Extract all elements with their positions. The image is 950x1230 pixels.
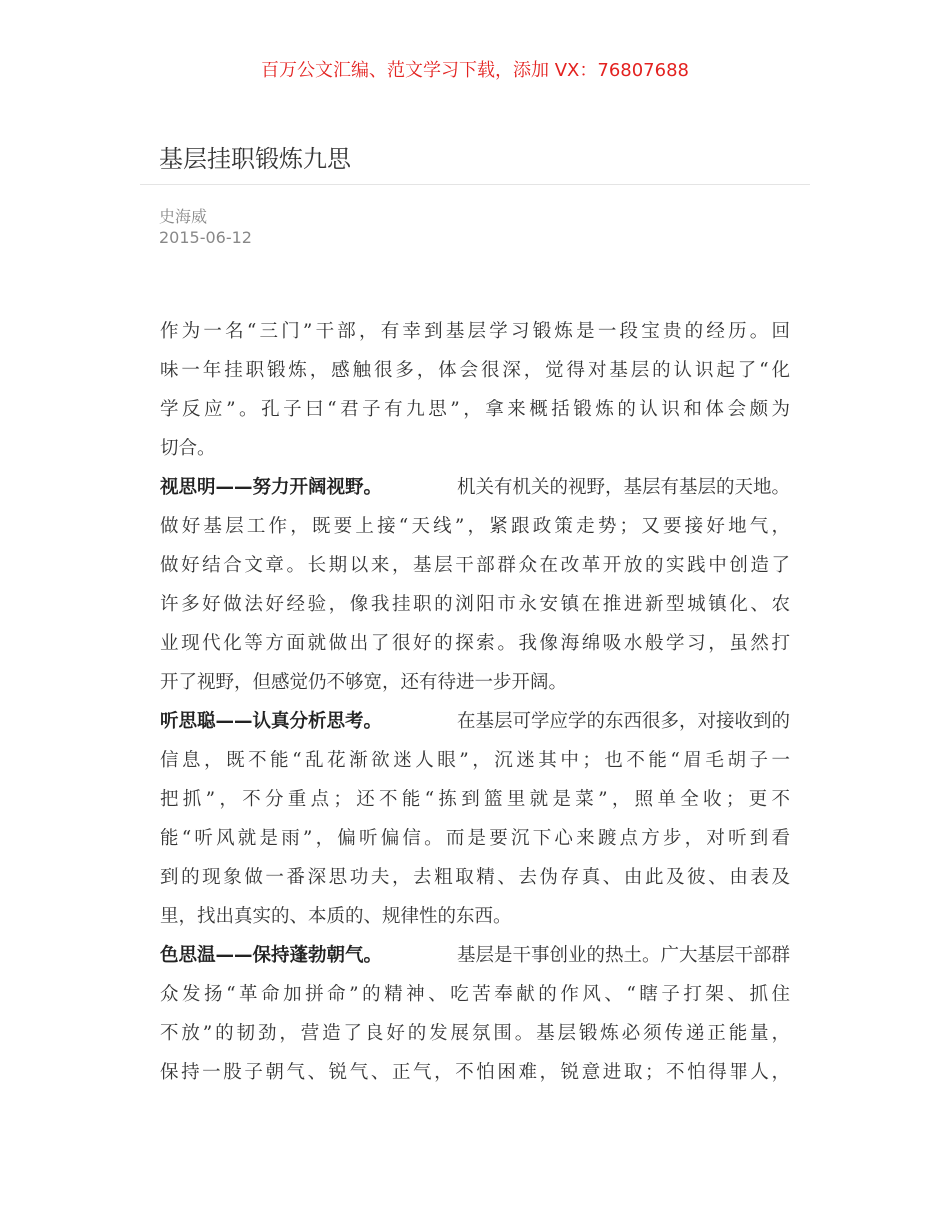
paragraph-line [160,975,790,1014]
paragraph-line [160,936,790,975]
line-text: 做好基层工作，既要上接“天线”，紧跟政策走势；又要接好地气， [160,516,790,537]
article-date: 2015-06-12 [159,228,252,247]
promo-banner: 百万公文汇编、范文学习下载，添加 VX：76807688 [261,60,689,81]
paragraph-line [160,624,790,663]
paragraph-line [160,546,790,585]
article-paragraph [160,468,790,702]
paragraph-line [160,702,790,741]
line-text: 切合。 [160,438,216,459]
line-text: 众发扬“革命加拼命”的精神、吃苦奉献的作风、“瞎子打架、抓住 [160,984,790,1005]
paragraph-lead: 视思明——努力开阔视野。 [160,477,383,498]
line-text: 味一年挂职锻炼，感触很多，体会很深，觉得对基层的认识起了“化 [160,360,790,381]
paragraph-line [160,1014,790,1053]
paragraph-line [160,741,790,780]
paragraph-line [160,1053,790,1092]
line-text: 不放”的韧劲，营造了良好的发展氛围。基层锻炼必须传递正能量， [160,1023,790,1044]
paragraph-line [160,351,790,390]
paragraph-lead: 色思温——保持蓬勃朝气。 [160,945,383,966]
article-paragraph [160,702,790,936]
article-paragraph [160,312,790,468]
paragraph-line [160,897,790,936]
paragraph-line [160,819,790,858]
line-text: 把抓”，不分重点；还不能“拣到篮里就是菜”，照单全收；更不 [160,789,790,810]
line-text: 作为一名“三门”干部，有幸到基层学习锻炼是一段宝贵的经历。回 [160,321,790,342]
line-text: 保持一股子朝气、锐气、正气，不怕困难，锐意进取；不怕得罪人， [160,1062,790,1083]
title-divider [140,184,810,185]
paragraph-line [160,312,790,351]
paragraph-line [160,858,790,897]
line-text: 能“听风就是雨”，偏听偏信。而是要沉下心来踱点方步，对听到看 [160,828,790,849]
paragraph-line [160,390,790,429]
line-text: 机关有机关的视野，基层有基层的天地。 [456,477,790,498]
paragraph-line [160,585,790,624]
article-body [160,312,790,1092]
article-title: 基层挂职锻炼九思 [159,145,351,173]
line-text: 业现代化等方面就做出了很好的探索。我像海绵吸水般学习，虽然打 [160,633,790,654]
line-text: 许多好做法好经验，像我挂职的浏阳市永安镇在推进新型城镇化、农 [160,594,790,615]
article-paragraph [160,936,790,1092]
paragraph-line [160,507,790,546]
line-text: 基层是干事创业的热土。广大基层干部群 [456,945,790,966]
paragraph-line [160,429,790,468]
line-text: 做好结合文章。长期以来，基层干部群众在改革开放的实践中创造了 [160,555,790,576]
paragraph-line [160,663,790,702]
paragraph-line [160,780,790,819]
line-text: 在基层可学应学的东西很多，对接收到的 [456,711,790,732]
paragraph-lead: 听思聪——认真分析思考。 [160,711,383,732]
line-text: 开了视野，但感觉仍不够宽，还有待进一步开阔。 [160,672,568,693]
line-text: 里，找出真实的、本质的、规律性的东西。 [160,906,512,927]
line-text: 到的现象做一番深思功夫，去粗取精、去伪存真、由此及彼、由表及 [160,867,790,888]
article-author: 史海威 [159,207,208,226]
line-text: 学反应”。孔子曰“君子有九思”，拿来概括锻炼的认识和体会颇为 [160,399,790,420]
paragraph-line [160,468,790,507]
line-text: 信息，既不能“乱花渐欲迷人眼”，沉迷其中；也不能“眉毛胡子一 [160,750,790,771]
